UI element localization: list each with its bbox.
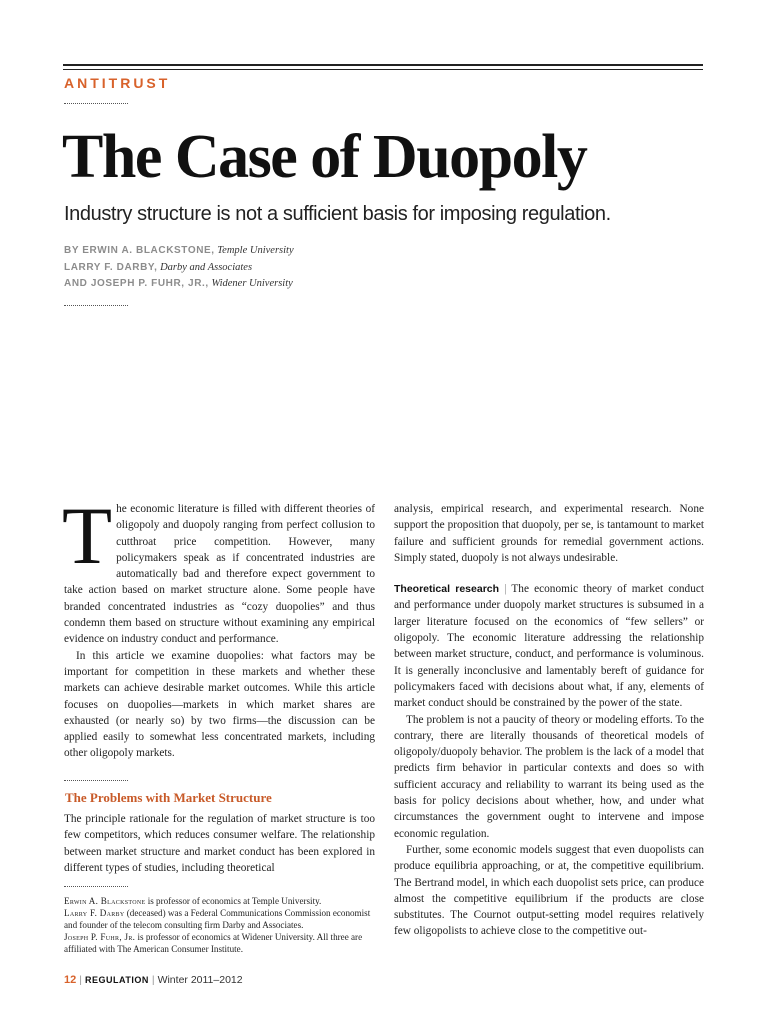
bio-text: is professor of economics at Temple University. <box>145 896 322 906</box>
body-paragraph: The principle rationale for the regulation of market structure is too few competitors, which reduces consumer welfare. The relationship between market structure and market conduct has been explored in different types of studies, including theoretical <box>64 813 375 874</box>
byline-divider <box>64 305 128 306</box>
left-column-section <box>64 811 375 876</box>
article-subtitle: Industry structure is not a sufficient basis for imposing regulation. <box>64 203 611 225</box>
theoretical-research-paragraph <box>394 581 704 711</box>
bio-text: (deceased) was a Federal Communications Commission economist and founder of the telecom consulting firm Darby and Associates. <box>64 908 371 931</box>
author-bios <box>64 895 375 955</box>
top-rule <box>63 64 703 66</box>
body-paragraph: In this article we examine duopolies: what factors may be important for competition in these markets and whether these markets can achieve desirable market outcomes. While this article focuses on duopolies—markets in which market shares are exhausted (or nearly so) by two firms—the discussion can be applied easily to somewhat less concentrated markets, including other oligopoly markets. <box>64 649 375 760</box>
author-name: BY ERWIN A. BLACKSTONE, <box>64 245 215 256</box>
intro-paragraph <box>62 490 375 648</box>
top-rule-thin <box>63 69 703 70</box>
author-affiliation: Widener University <box>211 278 293 289</box>
footer-separator: | <box>79 974 82 986</box>
byline-author-3 <box>64 276 293 292</box>
intro-text: he economic literature is filled with different theories of oligopoly and duopoly ranging from perfect collusion to cutthroat price competition. However, many policymakers speak as if concentrated industries are automatically bad and therefore expect government to take action based on market structure alone. Some people have branded concentrated industries as “cozy duopolies” and thus condemn them based on structure without examining any empirical evidence on industry conduct and performance. <box>64 503 375 646</box>
run-in-heading: Theoretical research <box>394 583 500 596</box>
body-paragraph: Further, some economic models suggest that even duopolists can produce equilibria approaching, or at, the competitive equilibrium. The Bertrand model, in which each duopolist sets price, can produce almost the competitive equilibrium if the products are close substitutes. The Cournot output-setting model requires relatively few oligopolists to achieve close to the competitive out- <box>394 843 704 938</box>
byline-author-1 <box>64 243 294 259</box>
author-name: LARRY F. DARBY, <box>64 262 158 273</box>
bio-divider <box>64 886 128 887</box>
byline-author-2 <box>64 260 252 276</box>
kicker-divider <box>64 103 128 104</box>
bio-name: Larry F. Darby <box>64 908 125 919</box>
author-name: AND JOSEPH P. FUHR, JR., <box>64 278 209 289</box>
body-paragraph: analysis, empirical research, and experimental research. None support the proposition that duopoly, per se, is tantamount to market failure and sufficient grounds for remedial government actions. Simply stated, duopoly is not always undesirable. <box>394 503 704 564</box>
page-number: 12 <box>64 974 77 986</box>
article-title: The Case of Duopoly <box>62 123 587 191</box>
body-paragraph: The problem is not a paucity of theory or modeling efforts. To the contrary, there are literally thousands of theoretical models of oligopoly/duopoly behavior. The problem is the lack of a model that predicts firm behavior in particular contexts and does so with sufficient accuracy and reliability to warrant its being used as the basis for policy decisions about whether, how, and under what circumstances the government ought to intervene and impose economic regulation. <box>394 713 704 840</box>
section-divider <box>64 780 128 781</box>
section-kicker: ANTITRUST <box>64 75 171 91</box>
bio-name: Erwin A. Blackstone <box>64 896 146 906</box>
author-affiliation: Temple University <box>217 245 294 256</box>
footer-separator: | <box>151 974 155 986</box>
right-column <box>394 501 704 940</box>
drop-cap: T <box>62 490 113 581</box>
bio-name: Joseph P. Fuhr, Jr. <box>64 932 136 943</box>
magazine-name: REGULATION <box>84 975 149 985</box>
page-footer <box>64 974 243 986</box>
section-heading: The Problems with Market Structure <box>65 790 272 805</box>
bio-text: is professor of economics at Widener University. All three are affiliated with The American Consumer Institute. <box>64 932 363 955</box>
run-in-separator: | <box>504 583 507 596</box>
left-column-intro <box>62 490 375 762</box>
issue-date: Winter 2011–2012 <box>157 974 243 986</box>
paragraph-text: The economic theory of market conduct and performance under duopoly market structures is subsumed in a larger literature focused on the economics of “few sellers” or oligopoly. The economic literature addressing the relationship between market structure, conduct, and performance is voluminous. It is generally inconclusive and lamentably bereft of guidance for policymakers faced with decisions about what, if any, elements of market conduct should be constrained by the power of the state. <box>394 583 705 710</box>
author-affiliation: Darby and Associates <box>160 262 253 273</box>
